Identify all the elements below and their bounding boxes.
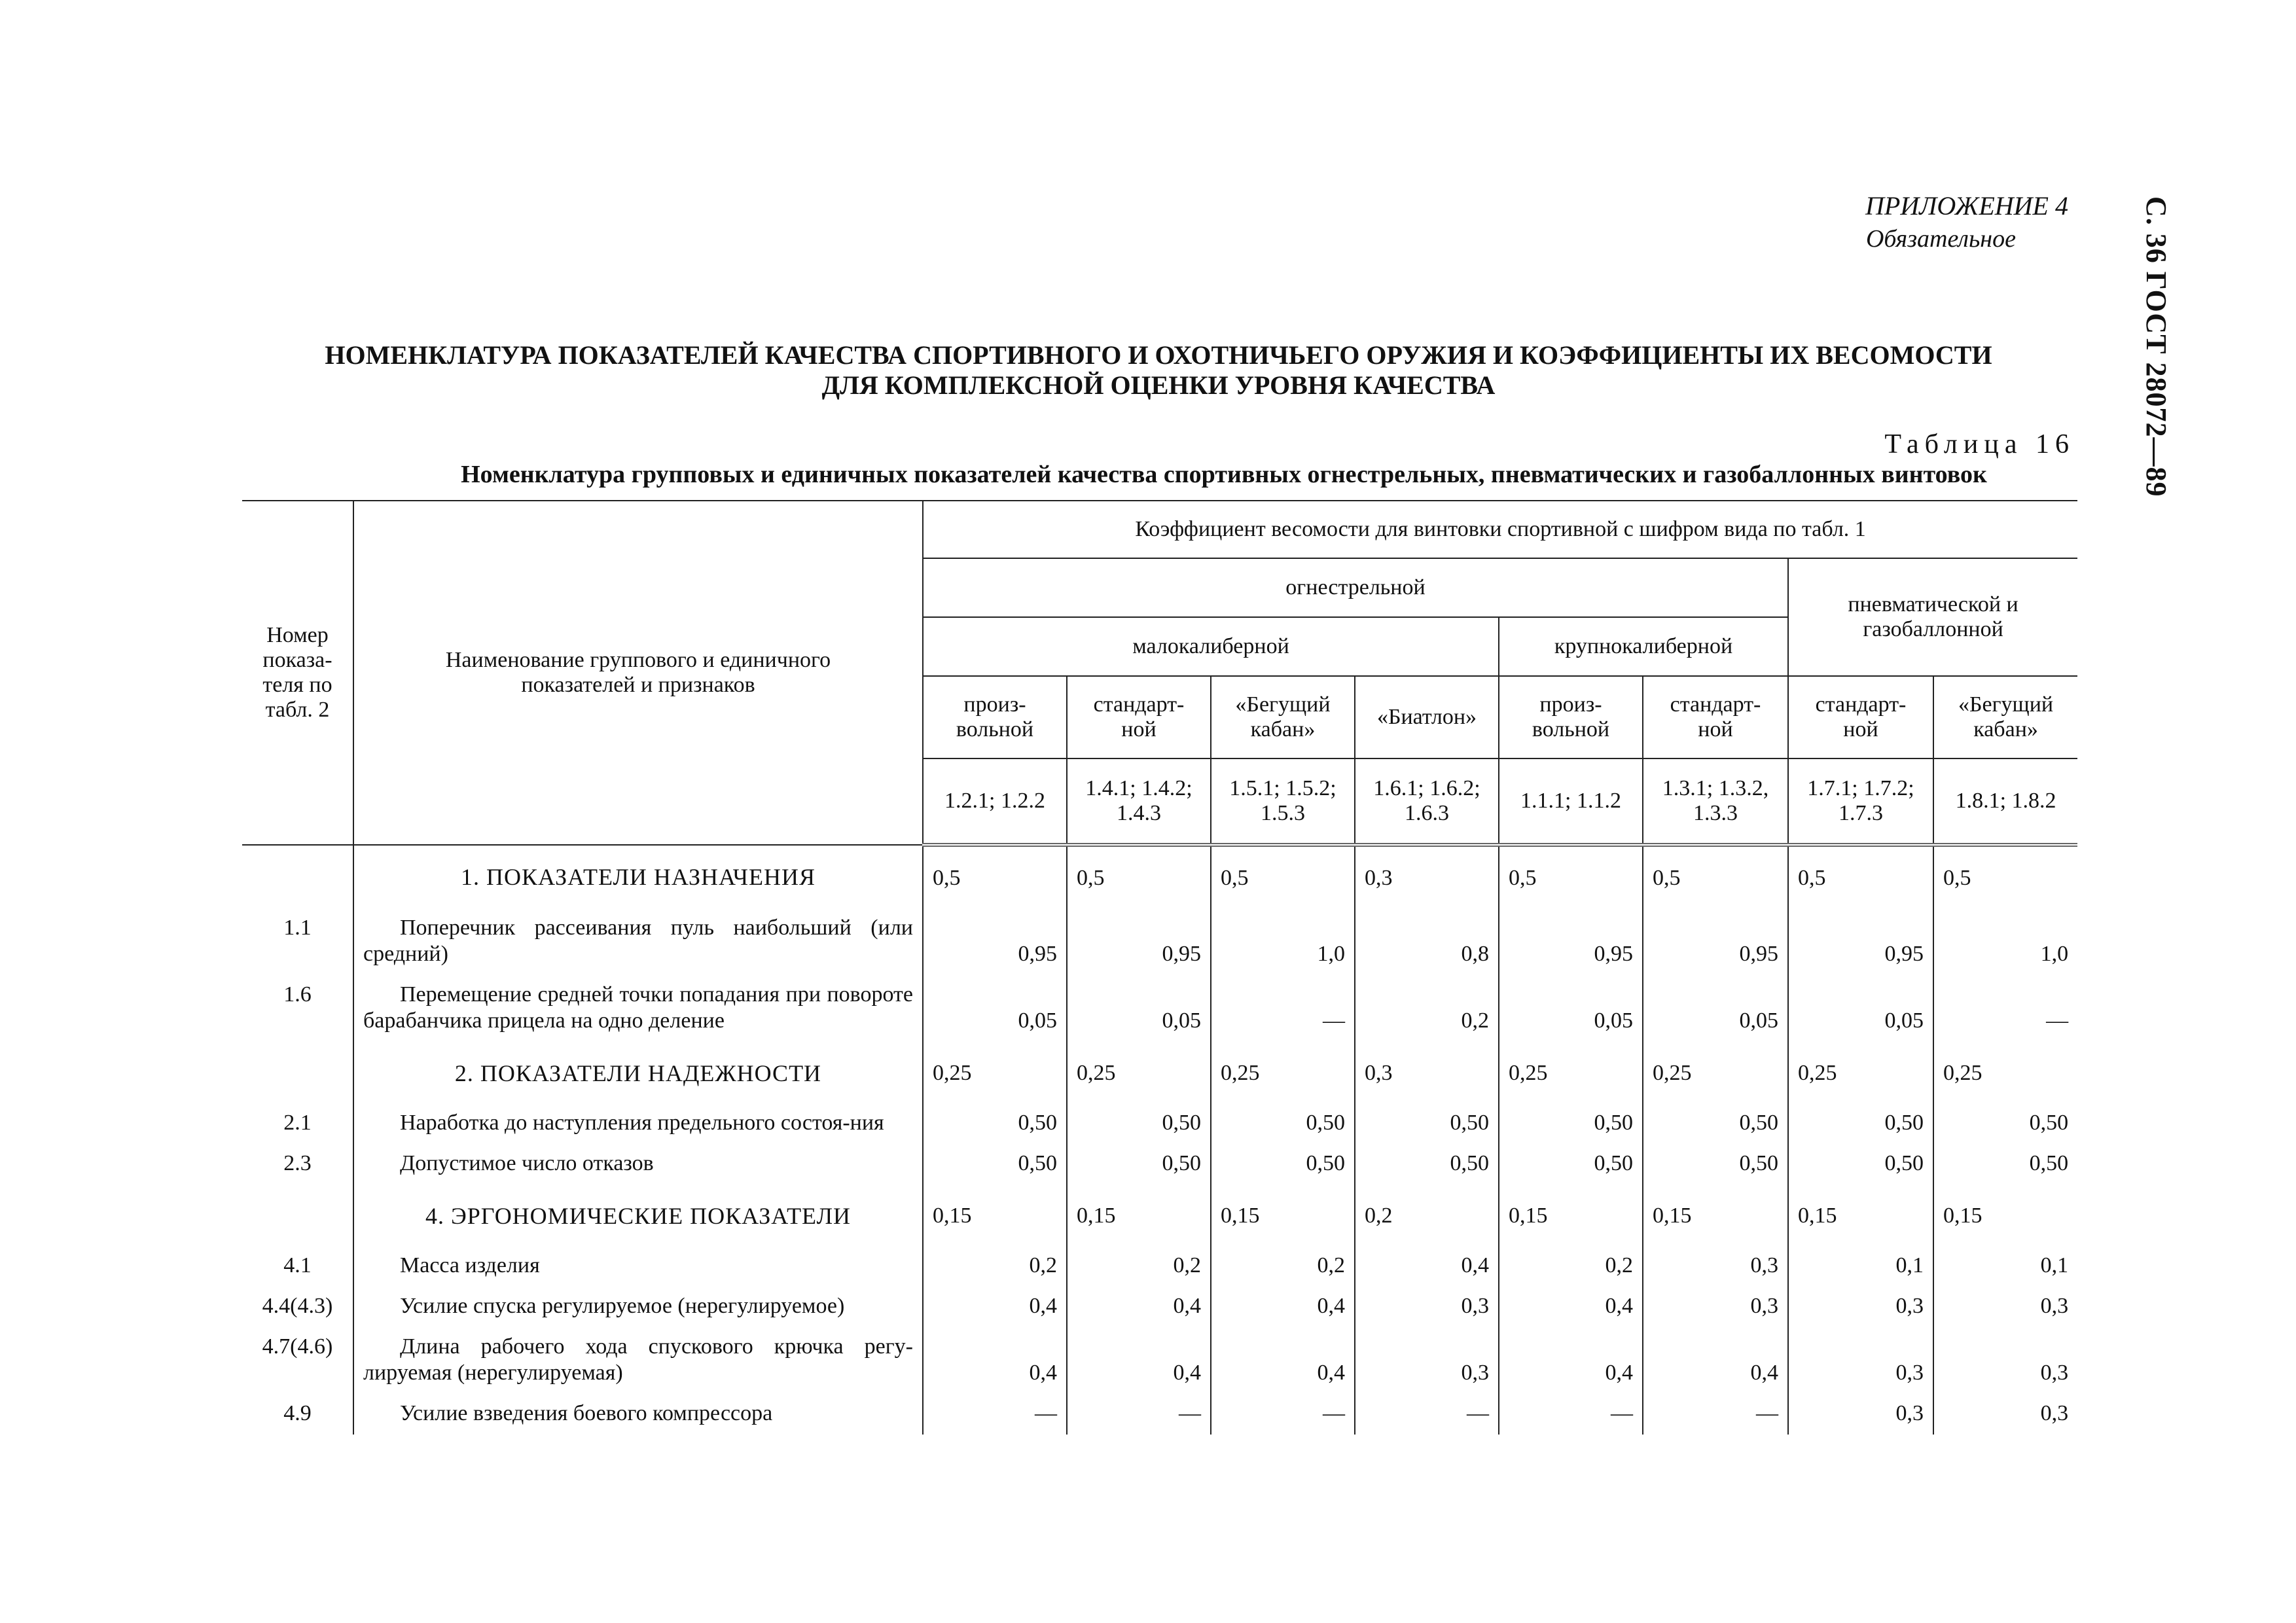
group-coefficient: 0,15 xyxy=(1499,1185,1643,1246)
indicator-name-text: 4. ЭРГОНОМИЧЕСКИЕ ПОКАЗАТЕЛИ xyxy=(425,1203,851,1229)
header-code: 1.3.1; 1.3.2, 1.3.3 xyxy=(1643,758,1788,845)
indicator-number xyxy=(242,1185,353,1246)
group-coefficient: 0,2 xyxy=(1355,1185,1499,1246)
table-row xyxy=(242,1144,2077,1185)
header-largebore: крупнокалиберной xyxy=(1499,617,1788,676)
coefficient-value: 0,05 xyxy=(1788,975,1933,1042)
coefficient-value: 1,0 xyxy=(1933,908,2077,975)
coefficient-value: — xyxy=(1933,975,2077,1042)
coefficient-value: 0,95 xyxy=(923,908,1067,975)
indicator-name-text: Поперечник рассеивания пуль наибольший (или средний) xyxy=(363,916,913,966)
coefficient-value: 0,4 xyxy=(1643,1327,1788,1394)
group-coefficient: 0,5 xyxy=(1643,845,1788,908)
group-coefficient: 0,25 xyxy=(1933,1042,2077,1103)
header-subtype: «Бегущий кабан» xyxy=(1211,676,1355,758)
coefficient-value: 1,0 xyxy=(1211,908,1355,975)
indicator-name xyxy=(353,975,923,1042)
coefficient-value: 0,3 xyxy=(1355,1327,1499,1394)
indicator-number: 2.1 xyxy=(242,1103,353,1144)
header-subtype: произ-вольной xyxy=(923,676,1067,758)
header-code: 1.7.1; 1.7.2; 1.7.3 xyxy=(1788,758,1933,845)
indicator-number: 2.3 xyxy=(242,1144,353,1185)
header-code: 1.4.1; 1.4.2; 1.4.3 xyxy=(1067,758,1211,845)
coefficient-value: 0,50 xyxy=(1933,1144,2077,1185)
coefficient-value: 0,50 xyxy=(1067,1103,1211,1144)
group-coefficient: 0,25 xyxy=(1788,1042,1933,1103)
table-title: Номенклатура групповых и единичных показателей качества спортивных огнестрельных, пневматических и газобаллонных винтовок xyxy=(461,461,1987,488)
group-coefficient: 0,15 xyxy=(1211,1185,1355,1246)
group-coefficient: 0,3 xyxy=(1355,1042,1499,1103)
coefficient-value: 0,4 xyxy=(1499,1287,1643,1327)
indicator-name xyxy=(353,1327,923,1394)
indicator-name xyxy=(353,1103,923,1144)
coefficient-value: 0,1 xyxy=(1933,1246,2077,1287)
indicator-number xyxy=(242,1042,353,1103)
group-coefficient: 0,25 xyxy=(1499,1042,1643,1103)
group-coefficient: 0,15 xyxy=(1643,1185,1788,1246)
coefficient-value: 0,05 xyxy=(1499,975,1643,1042)
indicator-number: 1.1 xyxy=(242,908,353,975)
table-row xyxy=(242,1327,2077,1394)
header-subtype: «Биатлон» xyxy=(1355,676,1499,758)
indicator-name-text: Масса изделия xyxy=(400,1253,540,1277)
coefficient-value: — xyxy=(1211,1394,1355,1435)
group-coefficient: 0,3 xyxy=(1355,845,1499,908)
header-subtype: стандарт-ной xyxy=(1067,676,1211,758)
header-subtype: стандарт-ной xyxy=(1643,676,1788,758)
table-row xyxy=(242,1103,2077,1144)
indicator-name-text: Усилие взведения боевого компрессора xyxy=(400,1401,773,1425)
coefficient-value: 0,4 xyxy=(923,1327,1067,1394)
coefficient-value: — xyxy=(1211,975,1355,1042)
coefficient-value: 0,50 xyxy=(1211,1144,1355,1185)
section-row xyxy=(242,1185,2077,1246)
indicator-name xyxy=(353,908,923,975)
coefficient-value: — xyxy=(1499,1394,1643,1435)
coefficient-value: 0,4 xyxy=(1067,1327,1211,1394)
indicator-name xyxy=(353,1144,923,1185)
header-subtype: стандарт-ной xyxy=(1788,676,1933,758)
header-pneumatic: пневматической и газобаллонной xyxy=(1788,558,2077,676)
coefficient-value: 0,50 xyxy=(1355,1103,1499,1144)
coefficient-value: 0,3 xyxy=(1788,1287,1933,1327)
coefficient-value: 0,50 xyxy=(923,1103,1067,1144)
coefficient-value: 0,50 xyxy=(1643,1144,1788,1185)
coefficient-value: 0,3 xyxy=(1788,1394,1933,1435)
header-code: 1.8.1; 1.8.2 xyxy=(1933,758,2077,845)
coefficient-value: 0,4 xyxy=(1211,1327,1355,1394)
table-row xyxy=(242,1246,2077,1287)
indicator-name xyxy=(353,1287,923,1327)
coefficient-value: 0,3 xyxy=(1355,1287,1499,1327)
coefficient-value: 0,3 xyxy=(1933,1287,2077,1327)
coefficient-value: 0,4 xyxy=(1355,1246,1499,1287)
header-number: Номер показа-теля по табл. 2 xyxy=(242,501,353,845)
coefficient-value: 0,4 xyxy=(1067,1287,1211,1327)
coefficient-value: 0,2 xyxy=(1499,1246,1643,1287)
group-coefficient: 0,25 xyxy=(1067,1042,1211,1103)
header-code: 1.2.1; 1.2.2 xyxy=(923,758,1067,845)
indicator-name xyxy=(353,1246,923,1287)
header-name: Наименование группового и единичного показателей и признаков xyxy=(353,501,923,845)
group-coefficient: 0,25 xyxy=(1211,1042,1355,1103)
group-coefficient: 0,15 xyxy=(1788,1185,1933,1246)
group-coefficient: 0,25 xyxy=(923,1042,1067,1103)
indicator-number xyxy=(242,845,353,908)
coefficient-value: 0,3 xyxy=(1933,1394,2077,1435)
indicator-name-text: Длина рабочего хода спускового крючка регу-лируемая (нерегулируемая) xyxy=(363,1334,913,1385)
header-firearm: огнестрельной xyxy=(923,558,1788,617)
group-coefficient: 0,15 xyxy=(923,1185,1067,1246)
coefficient-value: 0,1 xyxy=(1788,1246,1933,1287)
coefficient-value: 0,50 xyxy=(1499,1144,1643,1185)
header-coefficient: Коэффициент весомости для винтовки спортивной с шифром вида по табл. 1 xyxy=(923,501,2077,558)
group-coefficient: 0,15 xyxy=(1933,1185,2077,1246)
indicator-number: 4.7(4.6) xyxy=(242,1327,353,1394)
indicator-name-text: Перемещение средней точки попадания при повороте барабанчика прицела на одно деление xyxy=(363,982,913,1033)
indicator-number: 4.1 xyxy=(242,1246,353,1287)
coefficient-value: 0,95 xyxy=(1788,908,1933,975)
indicator-name-text: Допустимое число отказов xyxy=(400,1151,654,1175)
coefficient-value: 0,2 xyxy=(923,1246,1067,1287)
table-caption: Таблица 16 xyxy=(1884,429,2075,459)
coefficient-value: 0,3 xyxy=(1643,1287,1788,1327)
coefficient-value: — xyxy=(1355,1394,1499,1435)
header-smallbore: малокалиберной xyxy=(923,617,1499,676)
group-coefficient: 0,15 xyxy=(1067,1185,1211,1246)
coefficient-value: — xyxy=(1067,1394,1211,1435)
title-line-1: НОМЕНКЛАТУРА ПОКАЗАТЕЛЕЙ КАЧЕСТВА СПОРТИВНОГО И ОХОТНИЧЬЕГО ОРУЖИЯ И КОЭФФИЦИЕНТЫ ИХ ВЕСОМОСТИ xyxy=(325,340,1992,370)
coefficient-value: 0,2 xyxy=(1067,1246,1211,1287)
coefficient-value: 0,50 xyxy=(1211,1103,1355,1144)
table-row xyxy=(242,1287,2077,1327)
table-row xyxy=(242,908,2077,975)
indicator-name-text: 1. ПОКАЗАТЕЛИ НАЗНАЧЕНИЯ xyxy=(461,864,816,890)
group-coefficient: 0,5 xyxy=(1211,845,1355,908)
coefficient-value: 0,8 xyxy=(1355,908,1499,975)
group-coefficient: 0,5 xyxy=(1499,845,1643,908)
table-row xyxy=(242,975,2077,1042)
group-coefficient: 0,5 xyxy=(1788,845,1933,908)
header-code: 1.6.1; 1.6.2; 1.6.3 xyxy=(1355,758,1499,845)
page-reference: С. 36 ГОСТ 28072—89 xyxy=(2140,196,2172,497)
section-row xyxy=(242,845,2077,908)
indicator-name-text: Усилие спуска регулируемое (нерегулируемое) xyxy=(400,1294,845,1318)
header-code: 1.1.1; 1.1.2 xyxy=(1499,758,1643,845)
indicator-name-text: 2. ПОКАЗАТЕЛИ НАДЕЖНОСТИ xyxy=(454,1060,822,1086)
coefficient-value: 0,50 xyxy=(1788,1103,1933,1144)
coefficient-value: 0,50 xyxy=(1933,1103,2077,1144)
coefficient-value: 0,50 xyxy=(1355,1144,1499,1185)
document-title xyxy=(236,340,2081,401)
header-subtype: «Бегущий кабан» xyxy=(1933,676,2077,758)
coefficient-value: — xyxy=(1643,1394,1788,1435)
header-subtype: произ-вольной xyxy=(1499,676,1643,758)
coefficient-value: 0,05 xyxy=(1067,975,1211,1042)
coefficient-value: 0,05 xyxy=(1643,975,1788,1042)
coefficient-value: 0,95 xyxy=(1643,908,1788,975)
indicator-name xyxy=(353,1394,923,1435)
indicator-number: 1.6 xyxy=(242,975,353,1042)
coefficient-value: 0,3 xyxy=(1933,1327,2077,1394)
group-coefficient: 0,5 xyxy=(1067,845,1211,908)
group-coefficient: 0,25 xyxy=(1643,1042,1788,1103)
appendix-number: ПРИЛОЖЕНИЕ 4 xyxy=(1865,191,2068,221)
table-row xyxy=(242,1394,2077,1435)
coefficient-value: 0,2 xyxy=(1355,975,1499,1042)
coefficient-value: 0,2 xyxy=(1211,1246,1355,1287)
quality-indicators-table xyxy=(242,500,2077,1435)
indicator-number: 4.9 xyxy=(242,1394,353,1435)
coefficient-value: 0,4 xyxy=(1499,1327,1643,1394)
section-title xyxy=(353,1185,923,1246)
coefficient-value: 0,50 xyxy=(1499,1103,1643,1144)
coefficient-value: 0,50 xyxy=(923,1144,1067,1185)
appendix-status: Обязательное xyxy=(1865,225,2016,253)
indicator-number: 4.4(4.3) xyxy=(242,1287,353,1327)
coefficient-value: 0,95 xyxy=(1067,908,1211,975)
coefficient-value: 0,4 xyxy=(923,1287,1067,1327)
header-code: 1.5.1; 1.5.2; 1.5.3 xyxy=(1211,758,1355,845)
coefficient-value: — xyxy=(923,1394,1067,1435)
coefficient-value: 0,3 xyxy=(1788,1327,1933,1394)
coefficient-value: 0,05 xyxy=(923,975,1067,1042)
title-line-2: ДЛЯ КОМПЛЕКСНОЙ ОЦЕНКИ УРОВНЯ КАЧЕСТВА xyxy=(821,370,1496,400)
section-title xyxy=(353,1042,923,1103)
section-title xyxy=(353,845,923,908)
coefficient-value: 0,50 xyxy=(1788,1144,1933,1185)
coefficient-value: 0,50 xyxy=(1643,1103,1788,1144)
coefficient-value: 0,95 xyxy=(1499,908,1643,975)
group-coefficient: 0,5 xyxy=(923,845,1067,908)
coefficient-value: 0,3 xyxy=(1643,1246,1788,1287)
appendix-label xyxy=(1767,190,2068,255)
indicator-name-text: Наработка до наступления предельного состоя-ния xyxy=(400,1111,884,1135)
coefficient-value: 0,50 xyxy=(1067,1144,1211,1185)
coefficient-value: 0,4 xyxy=(1211,1287,1355,1327)
section-row xyxy=(242,1042,2077,1103)
group-coefficient: 0,5 xyxy=(1933,845,2077,908)
